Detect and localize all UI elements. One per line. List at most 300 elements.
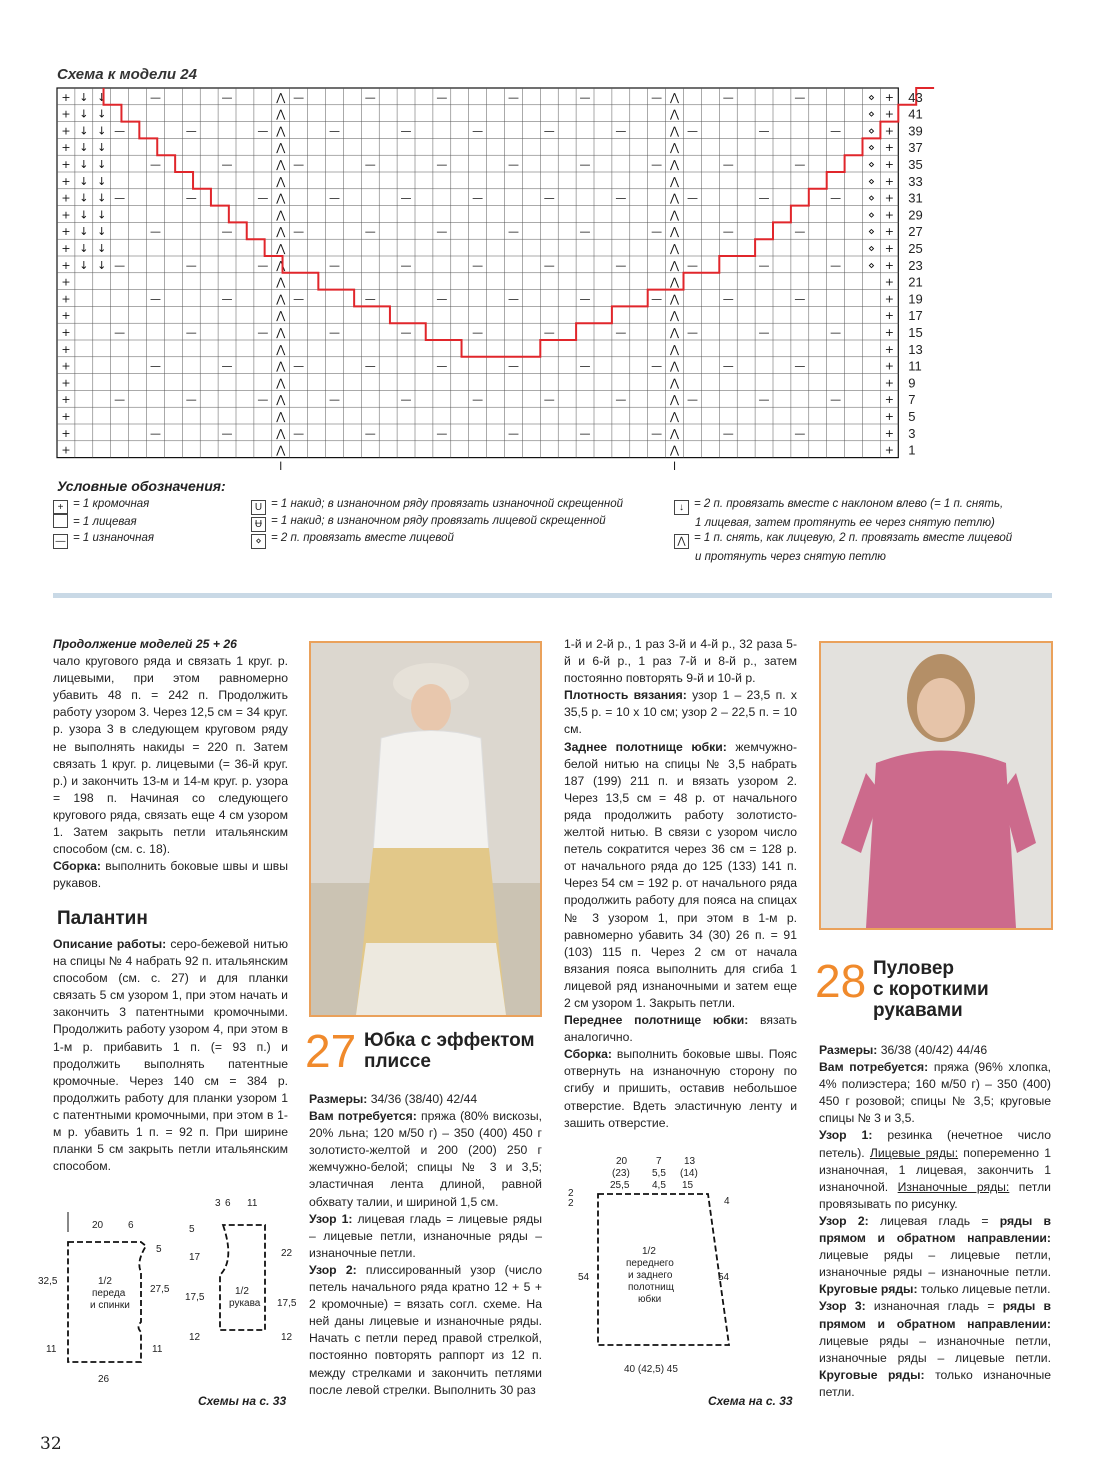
chart-symbol: + bbox=[884, 124, 894, 138]
chart-symbol: — bbox=[686, 326, 698, 339]
chart-symbol: — bbox=[185, 393, 197, 407]
chart-symbol: — bbox=[579, 225, 591, 239]
chart-symbol: — bbox=[651, 158, 663, 171]
chart-symbol: + bbox=[61, 141, 71, 155]
continuation-heading: Продолжение моделей 25 + 26 bbox=[53, 637, 237, 651]
chart-symbol: — bbox=[543, 258, 555, 272]
chart-symbol: ↓ bbox=[79, 242, 89, 255]
yarn-over-icon: U bbox=[251, 500, 266, 515]
chart-symbol: ⋀ bbox=[276, 309, 286, 323]
dim-left-height: 32,5 bbox=[38, 1276, 58, 1287]
dim-left-2: 11 bbox=[46, 1344, 57, 1355]
chart-symbol: + bbox=[884, 242, 894, 255]
chart-symbol: — bbox=[579, 90, 591, 104]
page-number: 32 bbox=[40, 1434, 62, 1454]
chart-symbol: ↓ bbox=[79, 191, 89, 205]
dim-right-1: 5 bbox=[156, 1244, 162, 1255]
chart-symbol: ⋄ bbox=[868, 107, 875, 121]
chart-symbol: ⋀ bbox=[670, 124, 680, 138]
chart-symbol: — bbox=[221, 359, 233, 373]
chart-symbol: + bbox=[61, 443, 71, 457]
schema-ref-1: Схемы на с. 33 bbox=[198, 1394, 287, 1408]
chart-symbol: ↓ bbox=[97, 242, 107, 255]
chart-symbol: — bbox=[758, 393, 770, 407]
chart-symbol: — bbox=[794, 158, 806, 171]
section-title-palantin: Палантин bbox=[57, 908, 148, 929]
chart-symbol: — bbox=[830, 393, 842, 407]
chart-symbol: — bbox=[758, 258, 770, 272]
chart-symbol: ⋄ bbox=[868, 258, 875, 272]
dim-bottom: 26 bbox=[98, 1374, 110, 1385]
chart-symbol: — bbox=[615, 326, 627, 339]
svg-text:юбки: юбки bbox=[638, 1294, 662, 1305]
chart-symbol: + bbox=[61, 107, 71, 121]
chart-symbol: ↓ bbox=[79, 158, 89, 171]
chart-symbol: ⋀ bbox=[670, 208, 680, 222]
chart-symbol: — bbox=[651, 225, 663, 239]
photo-pullover-model bbox=[819, 641, 1053, 930]
chart-symbol: ⋀ bbox=[276, 90, 286, 104]
chart-symbol: — bbox=[149, 359, 161, 373]
chart-symbol: + bbox=[61, 208, 71, 222]
chart-symbol: — bbox=[722, 426, 734, 440]
chart-symbol: ↓ bbox=[97, 158, 107, 171]
chart-symbol: — bbox=[615, 393, 627, 407]
chart-symbol: — bbox=[257, 326, 269, 339]
chart-symbol: — bbox=[722, 359, 734, 373]
model-number-28: 28 bbox=[815, 955, 867, 1007]
chart-symbol: — bbox=[185, 326, 197, 339]
chart-symbol: — bbox=[543, 191, 555, 205]
row-label: 5 bbox=[908, 409, 916, 424]
chart-symbol: + bbox=[61, 191, 71, 205]
chart-symbol: ⋄ bbox=[868, 124, 875, 138]
chart-symbol: ⋄ bbox=[868, 208, 875, 222]
chart-symbol: + bbox=[61, 275, 71, 289]
chart-symbol: + bbox=[61, 258, 71, 272]
chart-symbol: + bbox=[61, 158, 71, 171]
chart-symbol: — bbox=[436, 90, 448, 104]
chart-symbol: — bbox=[149, 158, 161, 171]
legend-item-edge: + = 1 кромочная bbox=[53, 496, 149, 515]
row-label: 1 bbox=[908, 442, 916, 458]
chart-symbol: — bbox=[543, 393, 555, 407]
chart-symbol: ⋀ bbox=[670, 258, 680, 272]
chart-symbol: ⋀ bbox=[670, 393, 680, 407]
chart-symbol: — bbox=[579, 426, 591, 440]
legend-item-yo-knit: Ʉ = 1 накид; в изнаночном ряду провязать лицевой скрещенной bbox=[251, 513, 606, 532]
chart-symbol: — bbox=[114, 124, 126, 138]
chart-symbol: ⋄ bbox=[868, 225, 875, 239]
svg-text:и спинки: и спинки bbox=[90, 1300, 130, 1311]
chart-symbol: — bbox=[185, 124, 197, 138]
chart-symbol: ↓ bbox=[79, 141, 89, 155]
chart-symbol: — bbox=[114, 326, 126, 339]
svg-text:(23): (23) bbox=[612, 1168, 630, 1179]
chart-symbol: — bbox=[472, 124, 484, 138]
chart-symbol: ⋀ bbox=[670, 443, 680, 457]
row-label: 35 bbox=[908, 157, 923, 172]
legend-item-sk2p: ⋀ = 1 п. снять, как лицевую, 2 п. провязать вместе лицевой и протянуть через снятую петлю bbox=[674, 530, 1012, 566]
svg-text:5: 5 bbox=[189, 1224, 195, 1235]
chart-symbol: — bbox=[579, 292, 591, 306]
chart-symbol: ⋀ bbox=[670, 225, 680, 239]
chart-symbol: — bbox=[722, 158, 734, 171]
chart-symbol: — bbox=[221, 225, 233, 239]
chart-symbol: — bbox=[507, 426, 519, 440]
chart-title: Схема к модели 24 bbox=[57, 66, 197, 83]
chart-symbol: — bbox=[149, 426, 161, 440]
photo-skirt-model bbox=[309, 641, 542, 1017]
chart-symbol: — bbox=[436, 158, 448, 171]
chart-symbol: — bbox=[364, 359, 376, 373]
svg-text:полотнищ: полотнищ bbox=[628, 1282, 674, 1293]
chart-symbol: — bbox=[436, 359, 448, 373]
chart-symbol: — bbox=[830, 258, 842, 272]
chart-symbol: ⋀ bbox=[276, 275, 286, 289]
chart-symbol: ⋀ bbox=[276, 141, 286, 155]
chart-symbol: ↓ bbox=[79, 124, 89, 138]
chart-symbol: + bbox=[884, 107, 894, 121]
chart-symbol: ⋀ bbox=[670, 107, 680, 121]
diagram-sleeve bbox=[185, 1190, 305, 1390]
chart-symbol: — bbox=[400, 393, 412, 407]
chart-symbol: — bbox=[507, 292, 519, 306]
continuation-text: чало кругового ряда и связать 1 круг. р. лицевыми, при этом равномерно убавить 48 п. = 242 п. Продолжить работу узором 3. Через 12,5 см = 34 круг. р. узора 3 в следующем круговом ряду не выполнять накиды = 220 п. Затем связать 1 круг. р. лицевыми (= 36-й круг. р.) и закончить 13-м и 14-м круг. р. узора = 198 п. Начиная со следующего кругового ряда, связать еще 4 см узором 1. Затем закрыть петли итальянским способом (см. с. 18). bbox=[53, 654, 288, 857]
chart-symbol: — bbox=[758, 326, 770, 339]
legend-item-yo-purl: U = 1 накид; в изнаночном ряду провязать изнаночной скрещенной bbox=[251, 496, 623, 515]
legend-item-k2tog: ⋄ = 2 п. провязать вместе лицевой bbox=[251, 530, 454, 549]
row-label: 31 bbox=[908, 190, 923, 206]
knitting-chart bbox=[0, 0, 1100, 470]
chart-symbol: + bbox=[884, 376, 894, 390]
chart-symbol: ⋀ bbox=[276, 342, 286, 356]
chart-symbol: ⋀ bbox=[670, 174, 680, 188]
chart-symbol: — bbox=[758, 124, 770, 138]
diagram-front-back bbox=[36, 1212, 186, 1392]
dim-top-width: 20 bbox=[92, 1220, 104, 1231]
chart-symbol: — bbox=[651, 426, 663, 440]
chart-symbol: — bbox=[221, 90, 233, 104]
chart-symbol: ⋀ bbox=[670, 359, 680, 373]
chart-symbol: — bbox=[686, 258, 698, 272]
chart-symbol: ⋀ bbox=[276, 426, 286, 440]
chart-symbol: — bbox=[615, 191, 627, 205]
chart-symbol: — bbox=[543, 326, 555, 339]
row-label: 33 bbox=[908, 173, 923, 189]
chart-symbol: + bbox=[884, 292, 894, 306]
svg-text:17,5: 17,5 bbox=[185, 1292, 205, 1303]
svg-text:25,5: 25,5 bbox=[610, 1180, 630, 1191]
row-label: 23 bbox=[908, 257, 923, 273]
chart-symbol: ↓ bbox=[97, 90, 107, 104]
svg-text:6: 6 bbox=[225, 1198, 231, 1209]
chart-symbol: — bbox=[221, 426, 233, 440]
chart-symbol: — bbox=[185, 191, 197, 205]
chart-symbol: — bbox=[221, 292, 233, 306]
chart-symbol: + bbox=[884, 393, 894, 407]
chart-symbol: ↓ bbox=[97, 124, 107, 138]
chart-symbol: ↓ bbox=[97, 174, 107, 188]
svg-text:и заднего: и заднего bbox=[628, 1270, 673, 1281]
palantin-text: Описание работы: серо-бежевой нитью на спицы № 4 набрать 92 п. итальянским способом (см. с. 27) и для планки связать 5 см узором 1, при этом начать и закончить 3 патентными кромочными. Продолжить работу узором 4, при этом в 1-м р. прибавить 1 п. (= 93 п.) и продолжить выполнять патентные кромочные. Через 140 см = 384 р. продолжить работу для планки узором 1 с патентными кромочными, при этом в 1-м р. убавить 1 п. = 92 п. При ширине планки 5 см закрыть петли итальянским способом. bbox=[53, 937, 288, 1174]
chart-symbol: — bbox=[651, 292, 663, 306]
column-4-text: Размеры: 36/38 (40/42) 44/46 Вам потребуется: пряжа (96% хлопка, 4% полиэстера; 160 м/50 г) – 350 (400) 450 г розовой; спицы № 3,5; круговые спицы № 3 и 3,5. Узор 1: резинка (нечетное число петель). Лицевые ряды: попеременно 1 изнаночная, 1 лицевая, закончить 1 изнаночной. Изнаночные ряды: петли провязывать по рисунку. Узор 2: лицевая гладь = ряды в прямом и обратном направлении: лицевые ряды – лицевые петли, изнаночные ряды – изнаночные петли. Круговые ряды: только лицевые петли. Узор 3: изнаночная гладь = ряды в прямом и обратном направлении: лицевые ряды – изнаночные петли, изнаночные ряды – лицевые петли. Круговые ряды: только изнаночные петли. bbox=[819, 1043, 1052, 1399]
svg-text:переднего: переднего bbox=[626, 1258, 674, 1269]
chart-symbol: — bbox=[328, 124, 340, 138]
row-label: 25 bbox=[908, 241, 923, 256]
row-label: 3 bbox=[908, 425, 916, 441]
chart-symbol: + bbox=[884, 141, 894, 155]
decrease-left-icon: ↓ bbox=[674, 500, 689, 515]
chart-symbol: — bbox=[293, 426, 305, 440]
chart-symbol: + bbox=[884, 174, 894, 188]
chart-symbol: ⋀ bbox=[276, 376, 286, 390]
chart-symbol: — bbox=[507, 90, 519, 104]
chart-symbol: + bbox=[61, 410, 71, 423]
chart-symbol: — bbox=[436, 426, 448, 440]
chart-symbol: + bbox=[61, 393, 71, 407]
chart-symbol: + bbox=[884, 208, 894, 222]
chart-symbol: — bbox=[114, 258, 126, 272]
chart-symbol: — bbox=[507, 359, 519, 373]
chart-symbol: — bbox=[830, 124, 842, 138]
svg-text:15: 15 bbox=[682, 1180, 694, 1191]
chart-symbol: — bbox=[293, 158, 305, 171]
chart-symbol: ⋀ bbox=[276, 174, 286, 188]
chart-symbol: — bbox=[758, 191, 770, 205]
chart-symbol: ⋀ bbox=[276, 292, 286, 306]
diagram-label: 1/2 bbox=[98, 1276, 112, 1287]
svg-text:5,5: 5,5 bbox=[652, 1168, 666, 1179]
chart-symbol: — bbox=[830, 191, 842, 205]
chart-symbol: — bbox=[400, 191, 412, 205]
chart-symbol: + bbox=[884, 359, 894, 373]
chart-symbol: + bbox=[61, 309, 71, 323]
chart-symbol: — bbox=[400, 258, 412, 272]
chart-symbol: — bbox=[830, 326, 842, 339]
chart-symbol: + bbox=[884, 90, 894, 104]
svg-text:11: 11 bbox=[247, 1198, 258, 1209]
chart-symbol: — bbox=[328, 258, 340, 272]
svg-text:20: 20 bbox=[616, 1156, 628, 1167]
svg-text:17,5: 17,5 bbox=[277, 1298, 297, 1309]
chart-symbol: + bbox=[61, 124, 71, 138]
chart-symbol: + bbox=[884, 426, 894, 440]
chart-symbol: — bbox=[651, 359, 663, 373]
svg-text:2: 2 bbox=[568, 1198, 574, 1209]
chart-symbol: ⋀ bbox=[276, 258, 286, 272]
chart-symbol: — bbox=[651, 90, 663, 104]
model-number-27: 27 bbox=[305, 1025, 357, 1077]
chart-symbol: ↓ bbox=[79, 107, 89, 121]
svg-text:22: 22 bbox=[281, 1248, 293, 1259]
chart-symbol: — bbox=[794, 426, 806, 440]
chart-symbol: — bbox=[472, 258, 484, 272]
chart-symbol: + bbox=[884, 191, 894, 205]
model-figure-image bbox=[311, 643, 540, 1015]
chart-symbol: — bbox=[436, 225, 448, 239]
chart-symbol: — bbox=[794, 292, 806, 306]
dim-top-neck: 6 bbox=[128, 1220, 134, 1231]
column-1: Продолжение моделей 25 + 26 чало кругового ряда и связать 1 круг. р. лицевыми, при этом равномерно убавить 48 п. = 242 п. Продолжить работу узором 3. Через 12,5 см = 34 круг. р. узора 3 в следующем круговом ряду не выполнять накиды = 220 п. Затем связать 1 круг. р. лицевыми (= 36-й круг. р.) и закончить 13-м и 14-м круг. р. узора = 198 п. Начиная со следующего кругового ряда, связать еще 4 см узором 1. Затем закрыть петли итальянским способом (см. с. 18). Сборка: выполнить боковые швы и швы рукавов. bbox=[53, 637, 288, 891]
svg-text:54: 54 bbox=[718, 1272, 730, 1283]
chart-symbol: — bbox=[794, 225, 806, 239]
chart-symbol: — bbox=[257, 124, 269, 138]
chart-symbol: ⋀ bbox=[670, 158, 680, 171]
row-label: 39 bbox=[908, 123, 923, 139]
chart-symbol: ⋀ bbox=[670, 426, 680, 440]
model-title-27: Юбка с эффектом плиссе bbox=[364, 1030, 535, 1072]
chart-symbol: ⋀ bbox=[670, 309, 680, 323]
chart-symbol: — bbox=[185, 258, 197, 272]
chart-symbol: — bbox=[507, 158, 519, 171]
chart-symbol: — bbox=[794, 359, 806, 373]
chart-symbol: ⋀ bbox=[276, 208, 286, 222]
chart-symbol: — bbox=[293, 292, 305, 306]
chart-symbol: ⋀ bbox=[276, 107, 286, 121]
edge-stitch-icon: + bbox=[53, 500, 68, 515]
chart-symbol: + bbox=[884, 275, 894, 289]
chart-symbol: ⋀ bbox=[276, 410, 286, 423]
purl-stitch-icon: — bbox=[53, 534, 68, 549]
chart-symbol: — bbox=[794, 90, 806, 104]
chart-symbol: ⋀ bbox=[276, 359, 286, 373]
chart-symbol: — bbox=[328, 191, 340, 205]
chart-symbol: ⋀ bbox=[670, 90, 680, 104]
svg-text:7: 7 bbox=[656, 1156, 662, 1167]
chart-symbol: ⋀ bbox=[670, 410, 680, 423]
chart-symbol: + bbox=[61, 326, 71, 339]
chart-symbol: — bbox=[114, 393, 126, 407]
chart-symbol: ⋀ bbox=[276, 242, 286, 255]
svg-text:17: 17 bbox=[189, 1252, 201, 1263]
knit-two-together-icon: ⋄ bbox=[251, 534, 266, 549]
chart-symbol: — bbox=[436, 292, 448, 306]
chart-symbol: ⋀ bbox=[276, 191, 286, 205]
chart-symbol: — bbox=[149, 225, 161, 239]
chart-symbol: — bbox=[686, 124, 698, 138]
chart-symbol: + bbox=[61, 174, 71, 188]
legend-title: Условные обозначения: bbox=[57, 478, 226, 494]
svg-text:4,5: 4,5 bbox=[652, 1180, 666, 1191]
chart-symbol: — bbox=[615, 124, 627, 138]
dim-right-2: 27,5 bbox=[150, 1284, 170, 1295]
row-label: 17 bbox=[908, 308, 923, 324]
svg-text:40 (42,5) 45: 40 (42,5) 45 bbox=[624, 1364, 678, 1375]
schema-ref-2: Схема на с. 33 bbox=[708, 1394, 793, 1408]
chart-symbol: + bbox=[884, 326, 894, 339]
chart-symbol: — bbox=[722, 292, 734, 306]
chart-symbol: ⋄ bbox=[868, 242, 875, 255]
row-label: 27 bbox=[908, 224, 923, 240]
chart-symbol: ⋀ bbox=[276, 124, 286, 138]
chart-symbol: — bbox=[149, 292, 161, 306]
column-2-text: Размеры: 34/36 (38/40) 42/44 Вам потребуется: пряжа (80% вискозы, 20% льна; 120 м/50 г) – 350 (400) 450 г золотисто-желтой и 200 (200) 250 г жемчужно-белой; спицы № 3 и 3,5; эластичная лента длиной, равной обхвату талии, и шириной 1,5 см. Узор 1: лицевая гладь = лицевые ряды – лицевые петли, изнаночные ряды – изнаночные петли. Узор 2: плиссированный узор (число петель начального ряда кратно 12 + 5 + 2 кромочные) = вязать согл. схеме. На ней даны лицевые и изнаночные ряды. Начать с петли перед правой стрелкой, постоянно повторять раппорт из 12 п. между стрелками и закончить петлями после левой стрелки. Выполнить 30 раз bbox=[309, 1092, 543, 1397]
chart-symbol: — bbox=[364, 158, 376, 171]
knit-stitch-icon bbox=[53, 513, 68, 528]
chart-symbol: ↓ bbox=[79, 90, 89, 104]
chart-symbol: — bbox=[293, 225, 305, 239]
row-label: 43 bbox=[908, 89, 923, 105]
chart-symbol: ⋀ bbox=[670, 292, 680, 306]
svg-text:12: 12 bbox=[281, 1332, 293, 1343]
svg-text:12: 12 bbox=[189, 1332, 201, 1343]
legend-item-ssk: ↓ = 2 п. провязать вместе с наклоном влево (= 1 п. снять, 1 лицевая, затем протянуть ее через снятую петлю) bbox=[674, 496, 1003, 532]
chart-symbol: ↓ bbox=[97, 191, 107, 205]
chart-symbol: — bbox=[543, 124, 555, 138]
chart-symbol: — bbox=[257, 191, 269, 205]
chart-symbol: + bbox=[884, 309, 894, 323]
chart-symbol: ↓ bbox=[79, 208, 89, 222]
chart-symbol: — bbox=[722, 90, 734, 104]
chart-symbol: ↓ bbox=[97, 258, 107, 272]
chart-symbol: — bbox=[364, 426, 376, 440]
chart-symbol: + bbox=[61, 426, 71, 440]
double-decrease-icon: ⋀ bbox=[674, 534, 689, 549]
chart-symbol: — bbox=[257, 258, 269, 272]
chart-symbol: + bbox=[61, 376, 71, 390]
svg-text:3: 3 bbox=[215, 1198, 221, 1209]
chart-symbol: ⋀ bbox=[276, 225, 286, 239]
chart-symbol: ⋀ bbox=[670, 275, 680, 289]
chart-symbol: — bbox=[579, 359, 591, 373]
chart-symbol: ↓ bbox=[97, 107, 107, 121]
chart-symbol: — bbox=[579, 158, 591, 171]
chart-symbol: + bbox=[884, 410, 894, 423]
chart-symbol: ⋄ bbox=[868, 191, 875, 205]
chart-symbol: — bbox=[328, 393, 340, 407]
model-title-28: Пуловер с короткими рукавами bbox=[873, 958, 989, 1021]
chart-symbol: ↓ bbox=[79, 174, 89, 188]
chart-symbol: — bbox=[221, 158, 233, 171]
chart-symbol: ↓ bbox=[79, 225, 89, 239]
model-figure-image bbox=[821, 643, 1051, 928]
chart-symbol: + bbox=[884, 225, 894, 239]
chart-symbol: — bbox=[293, 90, 305, 104]
row-label: 7 bbox=[908, 392, 916, 408]
svg-text:переда: переда bbox=[92, 1288, 126, 1299]
chart-symbol: + bbox=[61, 292, 71, 306]
chart-symbol: + bbox=[884, 158, 894, 171]
svg-text:4: 4 bbox=[724, 1196, 730, 1207]
chart-symbol: ⋄ bbox=[868, 158, 875, 171]
chart-symbol: — bbox=[722, 225, 734, 239]
chart-symbol: ↓ bbox=[79, 258, 89, 272]
row-label: 37 bbox=[908, 140, 923, 156]
chart-symbol: ⋀ bbox=[670, 326, 680, 339]
chart-symbol: ↓ bbox=[97, 208, 107, 222]
chart-symbol: + bbox=[61, 242, 71, 255]
diagram-label: 1/2 bbox=[235, 1286, 249, 1297]
chart-symbol: — bbox=[364, 90, 376, 104]
chart-symbol: — bbox=[507, 225, 519, 239]
chart-symbol: ⋄ bbox=[868, 90, 875, 104]
dim-right-3: 11 bbox=[152, 1344, 163, 1355]
chart-symbol: ⋄ bbox=[868, 174, 875, 188]
chart-symbol: — bbox=[114, 191, 126, 205]
chart-symbol: — bbox=[364, 292, 376, 306]
row-label: 9 bbox=[908, 375, 916, 391]
chart-symbol: + bbox=[61, 359, 71, 373]
chart-symbol: — bbox=[328, 326, 340, 339]
chart-symbol: ↓ bbox=[97, 225, 107, 239]
row-label: 13 bbox=[908, 341, 923, 357]
chart-symbol: — bbox=[686, 393, 698, 407]
section-divider bbox=[53, 593, 1052, 598]
legend-item-purl: — = 1 изнаночная bbox=[53, 530, 154, 549]
row-label: 21 bbox=[908, 274, 923, 290]
